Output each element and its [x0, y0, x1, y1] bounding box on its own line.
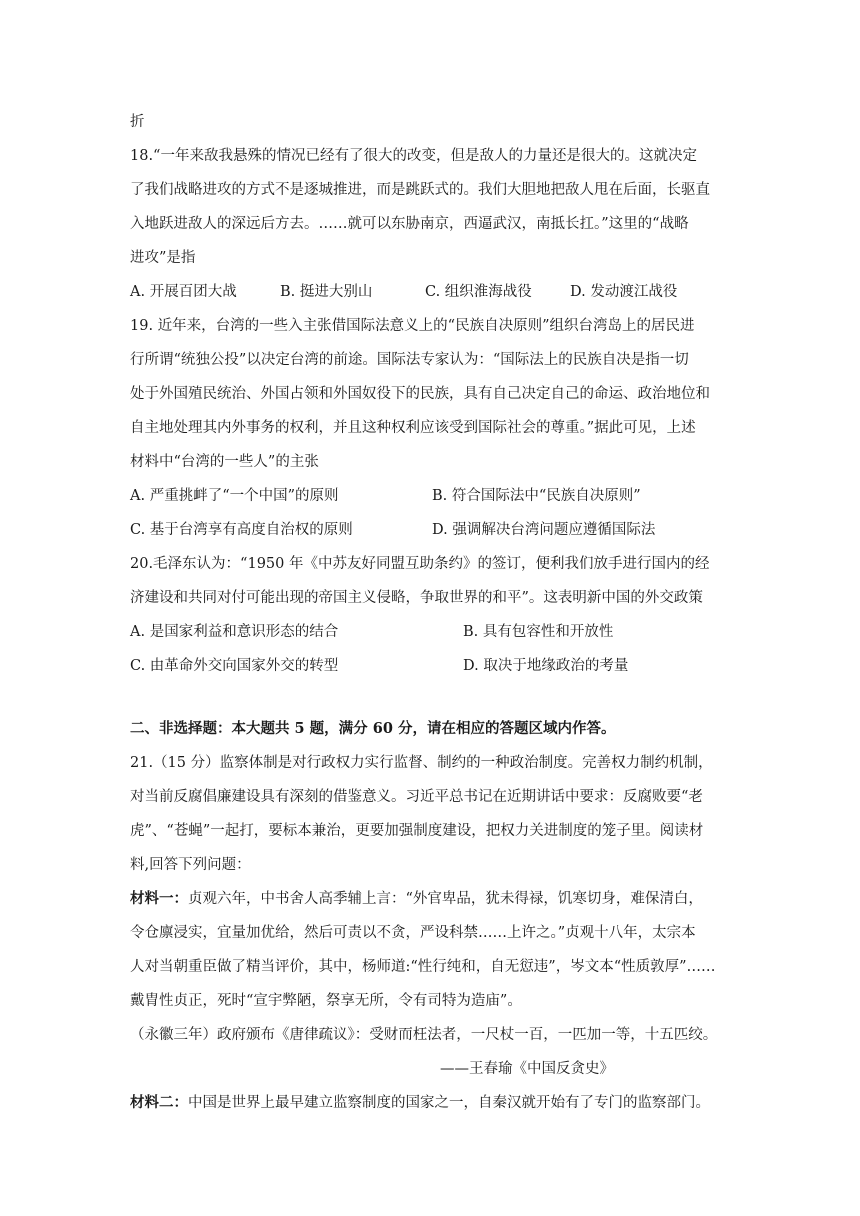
q21-line-2: 对当前反腐倡廉建设具有深刻的借鉴意义。习近平总书记在近期讲话中要求：反腐败要“老: [130, 789, 703, 805]
material-1-line-3: 人对当朝重臣做了精当评价，其中，杨师道:“性行纯和，自无愆违”，岑文本“性质敦厚”……: [130, 959, 716, 975]
q19-option-b: B. 符合国际法中“民族自决原则”: [432, 488, 641, 504]
q20-option-a: A. 是国家利益和意识形态的结合: [130, 624, 339, 640]
q20-line-1: 20.毛泽东认为：“1950 年《中苏友好同盟互助条约》的签订，便利我们放手进行国内的经: [130, 556, 710, 572]
material-2-line-1: [130, 1093, 740, 1113]
q21-line-4: 料,回答下列问题：: [130, 857, 251, 873]
q19-option-c: C. 基于台湾享有高度自治权的原则: [130, 522, 353, 538]
q19-line-5: 材料中“台湾的一些人”的主张: [130, 454, 319, 470]
section-2-heading: 二、非选择题：本大题共 5 题，满分 60 分，请在相应的答题区域内作答。: [130, 720, 616, 737]
material-2-label: 材料二：: [130, 1094, 188, 1111]
q18-option-b: B. 挺进大别山: [280, 284, 373, 300]
q19-line-4: 自主地处理其内外事务的权利，并且这种权利应该受到国际社会的尊重。”据此可见，上述: [130, 420, 696, 436]
material-2-first-text: 中国是世界上最早建立监察制度的国家之一，自秦汉就开始有了专门的监察部门。: [188, 1095, 710, 1111]
q18-option-a: A. 开展百团大战: [130, 284, 237, 300]
material-1-line-2: 令仓廪浸实，宜量加优给，然后可责以不贪，严设科禁……上许之。”贞观十八年，太宗本: [130, 925, 696, 941]
q19-line-3: 处于外国殖民统治、外国占领和外国奴役下的民族，具有自己决定自己的命运、政治地位和: [130, 386, 710, 402]
q19-option-a: A. 严重挑衅了“一个中国”的原则: [130, 488, 339, 504]
material-1-line-1: [130, 889, 740, 909]
q18-line-3: 入地跃进敌人的深远后方去。……就可以东胁南京，西逼武汉，南抵长扛。”这里的“战略: [130, 216, 689, 232]
material-1-line-5: （永徽三年）政府颁布《唐律疏议》：受财而枉法者，一尺杖一百，一匹加一等，十五匹绞。: [130, 1027, 718, 1043]
q18-line-1: 18.“一年来敌我悬殊的情况已经有了很大的改变，但是敌人的力量还是很大的。这就决定: [130, 148, 697, 164]
q18-option-d: D. 发动渡江战役: [570, 284, 678, 300]
q20-option-d: D. 取决于地缘政治的考量: [463, 658, 629, 674]
q20-option-b: B. 具有包容性和开放性: [463, 624, 614, 640]
q21-line-3: 虎”、“苍蝇”一起打，要标本兼治，更要加强制度建设，把权力关进制度的笼子里。阅读材: [130, 823, 704, 839]
q17-tail: 折: [130, 114, 145, 130]
material-1-label: 材料一：: [130, 890, 188, 907]
q20-line-2: 济建设和共同对付可能出现的帝国主义侵略，争取世界的和平”。这表明新中国的外交政策: [130, 590, 703, 606]
q21-line-1: 21.（15 分）监察体制是对行政权力实行监督、制约的一种政治制度。完善权力制约机制，: [130, 755, 713, 771]
material-1-first-text: 贞观六年，中书舍人高季辅上言：“外官卑品，犹未得禄，饥寒切身，难保清白，: [188, 891, 703, 907]
material-1-line-4: 戴胄性贞正，死时“宣宇弊陋，祭享无所，令有司特为造庙”。: [130, 993, 522, 1009]
q19-line-2: 行所谓“统独公投”以决定台湾的前途。国际法专家认为：“国际法上的民族自决是指一切: [130, 352, 689, 368]
material-1-source: ——王春瑜《中国反贪史》: [440, 1061, 614, 1077]
q18-line-2: 了我们战略进攻的方式不是逐城推进，而是跳跃式的。我们大胆地把敌人甩在后面，长驱直: [130, 182, 710, 198]
q18-option-c: C. 组织淮海战役: [425, 284, 532, 300]
q18-line-4: 进攻”是指: [130, 250, 196, 266]
q19-line-1: 19. 近年来，台湾的一些入主张借国际法意义上的“民族自决原则”组织台湾岛上的居民进: [130, 318, 695, 334]
q20-option-c: C. 由革命外交向国家外交的转型: [130, 658, 339, 674]
q19-option-d: D. 强调解决台湾问题应遵循国际法: [432, 522, 656, 538]
